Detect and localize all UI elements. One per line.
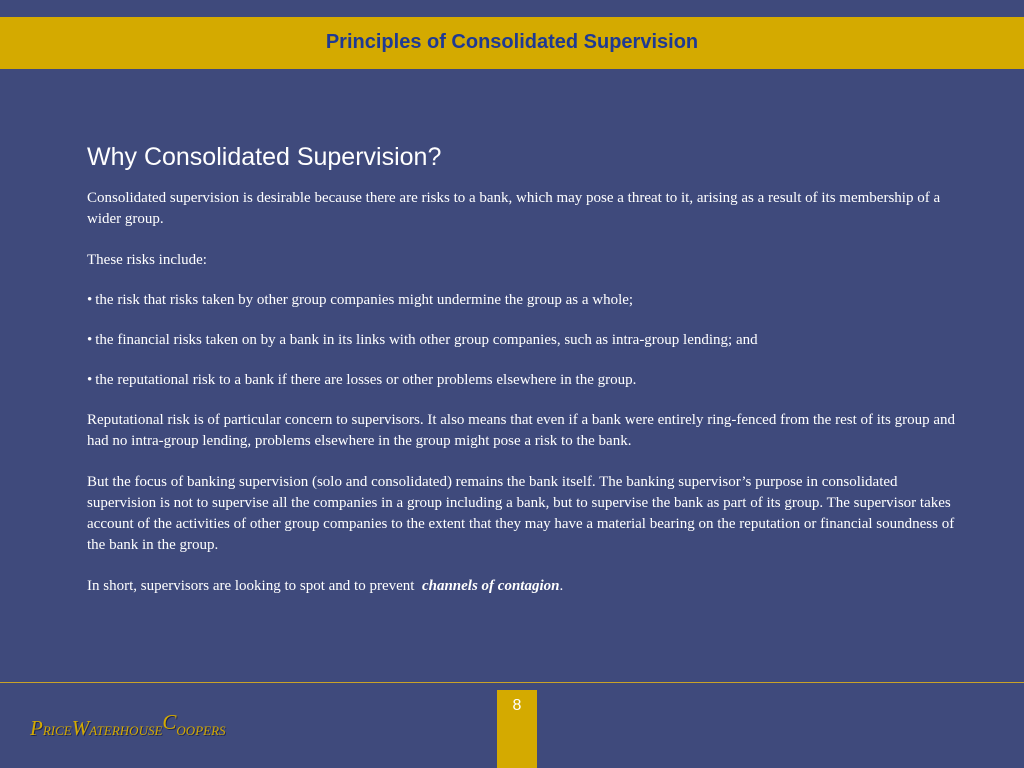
bullet-text: the reputational risk to a bank if there are losses or other problems elsewhere in the group. bbox=[95, 372, 637, 388]
summary-suffix: . bbox=[559, 578, 564, 594]
bullet-item bbox=[87, 330, 957, 351]
summary-paragraph bbox=[87, 576, 957, 597]
slide-content bbox=[87, 140, 957, 617]
focus-paragraph: But the focus of banking supervision (solo and consolidated) remains the bank itself. The banking supervisor’s purpose in consolidated supervision is not to supervise all the companies in a group including a bank, but to supervise the bank as part of its group. The supervisor takes account of the activities of other group companies to the extent that they may have a material bearing on the reputation or financial soundness of the bank in the group. bbox=[87, 474, 955, 553]
section-heading: Why Consolidated Supervision? bbox=[87, 143, 442, 171]
risks-intro: These risks include: bbox=[87, 252, 207, 268]
pwc-logo: PRICEWATERHOUSECOOPERS bbox=[30, 710, 226, 740]
bullet-icon: • bbox=[87, 332, 93, 348]
reputational-paragraph: Reputational risk is of particular concern to supervisors. It also means that even if a bank were entirely ring-fenced from the rest of its group and had no intra-group lending, problems elsewhere in the group might pose a risk to the bank. bbox=[87, 412, 956, 449]
footer-divider bbox=[0, 682, 1024, 683]
slide-title: Principles of Consolidated Supervision bbox=[325, 30, 699, 53]
bullet-icon: • bbox=[87, 372, 93, 388]
bullet-text: the risk that risks taken by other group companies might undermine the group as a whole; bbox=[95, 292, 634, 308]
bullet-text: the financial risks taken on by a bank in its links with other group companies, such as intra-group lending; and bbox=[95, 332, 758, 348]
summary-emphasis: channels of contagion bbox=[421, 578, 560, 594]
bullet-item bbox=[87, 290, 957, 311]
top-strip bbox=[0, 0, 1024, 17]
bullet-icon: • bbox=[87, 292, 93, 308]
intro-paragraph: Consolidated supervision is desirable because there are risks to a bank, which may pose a threat to it, arising as a result of its membership of a wider group. bbox=[87, 190, 941, 227]
page-number: 8 bbox=[512, 697, 522, 714]
page-number-box bbox=[497, 690, 537, 768]
summary-prefix: In short, supervisors are looking to spot and to prevent bbox=[87, 578, 422, 594]
title-bar bbox=[0, 17, 1024, 69]
bullet-item bbox=[87, 370, 957, 391]
